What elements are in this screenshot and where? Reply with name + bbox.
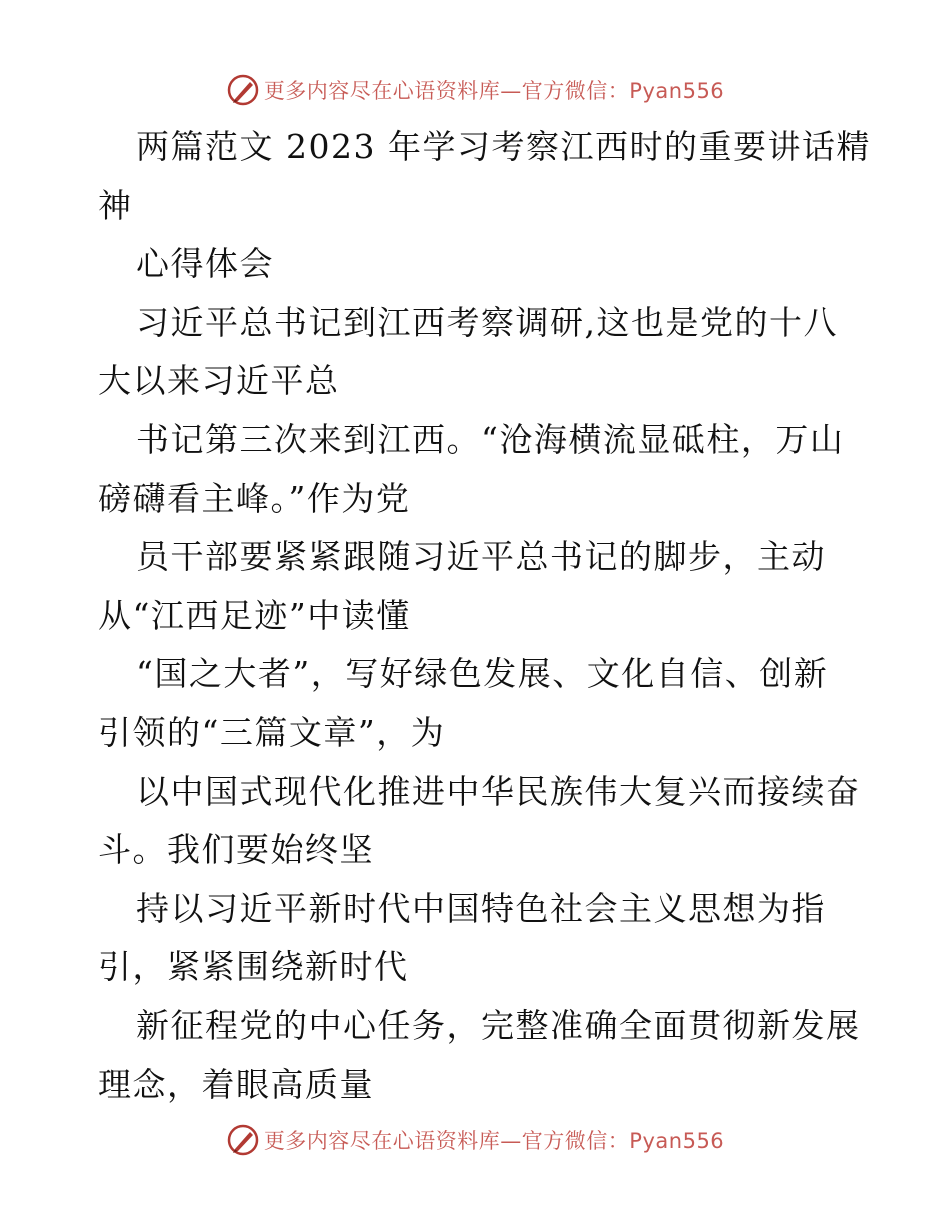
paragraph-line: 引，紧紧围绕新时代 [98, 947, 409, 987]
paragraph-line: 新征程党的中心任务，完整准确全面贯彻新发展 [136, 1005, 861, 1045]
pen-logo-icon [226, 73, 260, 107]
paragraph-line: 从“江西足迹”中读懂 [98, 595, 411, 635]
paragraph-line: 大以来习近平总 [98, 361, 340, 401]
paragraph-line: 书记第三次来到江西。“沧海横流显砥柱，万山 [136, 419, 845, 459]
paragraph-line: 斗。我们要始终坚 [98, 830, 374, 870]
header-banner [0, 70, 950, 110]
paragraph-line: 持以习近平新时代中国特色社会主义思想为指 [136, 888, 826, 928]
header-banner-text: 更多内容尽在心语资料库—官方微信：Pyan556 [263, 79, 725, 103]
paragraph-line: 磅礴看主峰。”作为党 [98, 478, 411, 518]
paragraph-line: “国之大者”，写好绿色发展、文化自信、创新 [136, 654, 829, 694]
footer-banner [0, 1120, 950, 1160]
pen-logo-icon [226, 1123, 260, 1157]
title-line-continued: 神 [98, 185, 133, 225]
paragraph-line: 员干部要紧紧跟随习近平总书记的脚步，主动 [136, 537, 826, 577]
subtitle-line: 心得体会 [136, 244, 274, 284]
paragraph-line: 引领的“三篇文章”，为 [98, 712, 446, 752]
paragraph-line: 理念，着眼高质量 [98, 1064, 374, 1104]
paragraph-line: 以中国式现代化推进中华民族伟大复兴而接续奋 [136, 771, 861, 811]
paragraph-line: 习近平总书记到江西考察调研,这也是党的十八 [136, 302, 838, 342]
document-body [98, 118, 871, 1114]
title-line: 两篇范文 2023 年学习考察江西时的重要讲话精 [136, 127, 871, 166]
footer-banner-text: 更多内容尽在心语资料库—官方微信：Pyan556 [263, 1129, 725, 1153]
